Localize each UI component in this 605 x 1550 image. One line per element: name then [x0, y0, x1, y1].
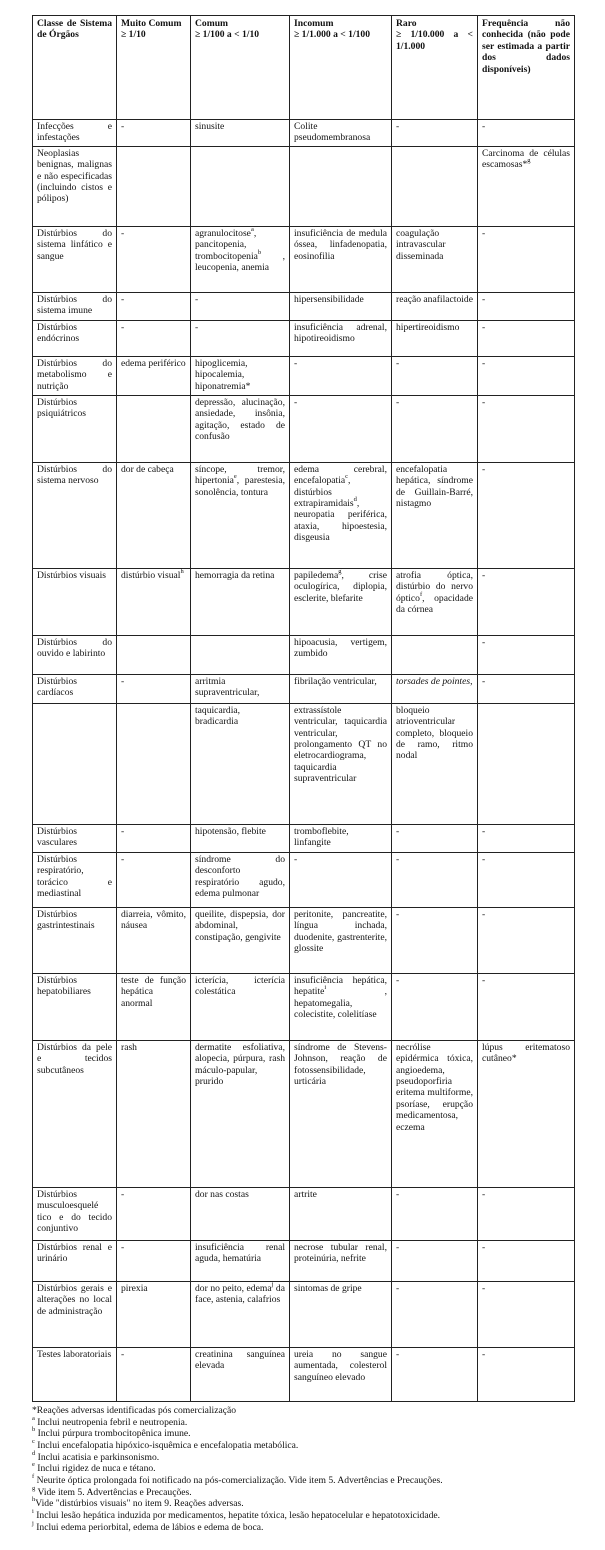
table-row: [33, 907, 575, 973]
table-cell: -: [392, 1347, 478, 1401]
table-cell: torsades de pointes,: [392, 674, 478, 703]
table-cell: Colite pseudomembranosa: [290, 120, 392, 147]
footnote: $^g$ Vide item 5. Advertências e Precauções.: [32, 1484, 192, 1498]
table-cell: -: [117, 824, 191, 852]
table-cell: hipersensibilidade: [290, 292, 392, 320]
table-cell: peritonite, pancreatite, língua inchada, duodenite, gastrenterite, glossite: [290, 907, 392, 973]
table-cell: insuficiência hepática, hepatite$^i$ , hepatomegalia, colecistite, colelitíase: [290, 973, 392, 1040]
table-cell: [392, 146, 478, 226]
table-cell: icterícia, icterícia colestática: [191, 973, 290, 1040]
document: [32, 15, 574, 1534]
table-cell: -: [392, 852, 478, 907]
table-row: [33, 1281, 575, 1347]
table-cell: -: [290, 356, 392, 395]
table-cell: -: [290, 395, 392, 462]
table-cell: lúpus eritematoso cutâneo*: [478, 1040, 575, 1187]
organ-class-cell: Neoplasias benignas, malignas e não especificadas (incluindo cistos e pólipos): [33, 146, 117, 226]
footnote: *Reações adversas identificadas pós comercialização: [32, 1404, 237, 1416]
table-cell: teste de função hepática anormal: [117, 973, 191, 1040]
header-common: Comum ≥ 1/100 a < 1/10: [191, 16, 290, 120]
table-cell: -: [478, 1347, 575, 1401]
table-cell: -: [290, 852, 392, 907]
table-row: [33, 462, 575, 568]
table-cell: síncope, tremor, hipertonia$^e$, parestesia, sonolência, tontura: [191, 462, 290, 568]
table-cell: extrassístole ventricular, taquicardia ventricular, prolongamento QT no eletrocardiograma, taquicardia supraventricular: [290, 703, 392, 824]
footnote: $^e$ Inclui rigidez de nuca e tétano.: [32, 1461, 156, 1475]
table-cell: -: [478, 320, 575, 356]
table-cell: sintomas de gripe: [290, 1281, 392, 1347]
table-cell: -: [117, 120, 191, 147]
table-cell: papiledema$^g$, crise oculogírica, diplopia, esclerite, blefarite: [290, 568, 392, 635]
table-cell: -: [478, 1187, 575, 1240]
table-cell: síndrome de Stevens-Johnson, reação de fotossensibilidade, urticária: [290, 1040, 392, 1187]
table-cell: -: [392, 907, 478, 973]
table-cell: necrólise epidérmica tóxica, angioedema, pseudoporfiria eritema multiforme, psoríase, erupção medicamentosa, eczema: [392, 1040, 478, 1187]
footnote: $^d$ Inclui acatisia e parkinsonismo.: [32, 1449, 160, 1463]
organ-class-cell: Distúrbios da pele e tecidos subcutâneos: [33, 1040, 117, 1187]
table-cell: [117, 703, 191, 824]
table-cell: -: [478, 356, 575, 395]
table-cell: -: [117, 226, 191, 292]
table-cell: encefalopatia hepática, síndrome de Guillain-Barré, nistagmo: [392, 462, 478, 568]
table-cell: -: [191, 320, 290, 356]
table-cell: -: [478, 824, 575, 852]
organ-class-cell: Distúrbios do ouvido e labirinto: [33, 635, 117, 674]
table-cell: hipotensão, flebite: [191, 824, 290, 852]
table-cell: [392, 635, 478, 674]
organ-class-cell: Distúrbios do sistema linfático e sangue: [33, 226, 117, 292]
table-cell: -: [117, 292, 191, 320]
table-cell: -: [478, 568, 575, 635]
table-cell: -: [478, 292, 575, 320]
organ-class-cell: Distúrbios endócrinos: [33, 320, 117, 356]
table-cell: queilite, dispepsia, dor abdominal, constipação, gengivite: [191, 907, 290, 973]
header-organ-class: Classe de Sistema de Órgãos: [33, 16, 117, 120]
table-cell: insuficiência adrenal, hipotireoidismo: [290, 320, 392, 356]
organ-class-cell: Distúrbios gastrintestinais: [33, 907, 117, 973]
footnote: $^i$ Inclui lesão hepática induzida por medicamentos, hepatite tóxica, lesão hepatocelular e hepatotoxicidade.: [32, 1508, 441, 1522]
table-row: [33, 292, 575, 320]
organ-class-cell: Distúrbios musculoesquelé tico e do tecido conjuntivo: [33, 1187, 117, 1240]
header-row: [33, 16, 575, 120]
organ-class-cell: Distúrbios cardíacos: [33, 674, 117, 703]
table-cell: -: [392, 1240, 478, 1281]
table-cell: -: [117, 852, 191, 907]
organ-class-cell: Distúrbios do sistema imune: [33, 292, 117, 320]
table-cell: -: [117, 1187, 191, 1240]
table-row: [33, 1347, 575, 1401]
table-cell: edema cerebral, encefalopatia$^c$, distúrbios extrapiramidais$^d$, neuropatia periférica, ataxia, hipoestesia, disgeusia: [290, 462, 392, 568]
table-row: [33, 395, 575, 462]
table-cell: hipoglicemia, hipocalemia, hiponatremia*: [191, 356, 290, 395]
organ-class-cell: Distúrbios vasculares: [33, 824, 117, 852]
table-cell: dor no peito, edema$^j$ da face, astenia, calafrios: [191, 1281, 290, 1347]
table-cell: atrofia óptica, distúrbio do nervo óptico$^f$, opacidade da córnea: [392, 568, 478, 635]
table-cell: diarreia, vômito, náusea: [117, 907, 191, 973]
table-cell: -: [117, 674, 191, 703]
organ-class-cell: Distúrbios gerais e alterações no local de administração: [33, 1281, 117, 1347]
footnote: $^b$ Inclui púrpura trombocitopênica imune.: [32, 1426, 191, 1440]
table-cell: sinusite: [191, 120, 290, 147]
table-cell: -: [392, 356, 478, 395]
organ-class-cell: Infecções e infestações: [33, 120, 117, 147]
table-row: [33, 226, 575, 292]
table-cell: -: [478, 674, 575, 703]
table-row: [33, 356, 575, 395]
table-row: [33, 1040, 575, 1187]
table-row: [33, 320, 575, 356]
table-cell: -: [191, 292, 290, 320]
table-cell: -: [392, 1187, 478, 1240]
table-cell: reação anafilactoide: [392, 292, 478, 320]
table-cell: -: [478, 226, 575, 292]
header-uncommon: Incomum ≥ 1/1.000 a < 1/100: [290, 16, 392, 120]
table-cell: necrose tubular renal, proteinúria, nefrite: [290, 1240, 392, 1281]
table-cell: coagulação intravascular disseminada: [392, 226, 478, 292]
table-cell: arritmia supraventricular,: [191, 674, 290, 703]
footnote: $^f$ Neurite óptica prolongada foi notificado na pós-comercialização. Vide item 5. Advertências e Precauções.: [32, 1473, 443, 1487]
header-rare: Raro ≥ 1/10.000 a < 1/1.000: [392, 16, 478, 120]
footnote: $^a$ Inclui neutropenia febril e neutropenia.: [32, 1414, 188, 1428]
table-row: [33, 1187, 575, 1240]
organ-class-cell: Distúrbios do metabolismo e nutrição: [33, 356, 117, 395]
table-cell: -: [117, 320, 191, 356]
table-cell: -: [478, 1240, 575, 1281]
table-row: [33, 120, 575, 147]
table-cell: -: [478, 1281, 575, 1347]
footnote: $^j$ Inclui edema periorbital, edema de lábios e edema de boca.: [32, 1519, 264, 1533]
table-row: [33, 973, 575, 1040]
table-cell: -: [478, 852, 575, 907]
table-cell: ureia no sangue aumentada, colesterol sanguíneo elevado: [290, 1347, 392, 1401]
table-cell: -: [478, 973, 575, 1040]
table-cell: [191, 146, 290, 226]
table-cell: pirexia: [117, 1281, 191, 1347]
table-cell: síndrome do desconforto respiratório agudo, edema pulmonar: [191, 852, 290, 907]
table-cell: fibrilação ventricular,: [290, 674, 392, 703]
table-cell: -: [478, 120, 575, 147]
table-cell: -: [117, 1347, 191, 1401]
table-cell: hipertireoidismo: [392, 320, 478, 356]
table-cell: insuficiência de medula óssea, linfadenopatia, eosinofilia: [290, 226, 392, 292]
table-row: [33, 146, 575, 226]
table-cell: rash: [117, 1040, 191, 1187]
table-cell: [290, 146, 392, 226]
table-cell: [117, 146, 191, 226]
table-row: [33, 635, 575, 674]
organ-class-cell: [33, 703, 117, 824]
organ-class-cell: Distúrbios respiratório, torácico e mediastinal: [33, 852, 117, 907]
table-cell: dor de cabeça: [117, 462, 191, 568]
table-row: [33, 674, 575, 703]
organ-class-cell: Distúrbios psiquiátricos: [33, 395, 117, 462]
table-row: [33, 824, 575, 852]
table-cell: depressão, alucinação, ansiedade, insônia, agitação, estado de confusão: [191, 395, 290, 462]
table-cell: -: [392, 1281, 478, 1347]
table-cell: dor nas costas: [191, 1187, 290, 1240]
table-row: [33, 852, 575, 907]
organ-class-cell: Distúrbios do sistema nervoso: [33, 462, 117, 568]
table-cell: [117, 395, 191, 462]
organ-class-cell: Distúrbios renal e urinário: [33, 1240, 117, 1281]
header-unknown-frequency: Frequência não conhecida (não pode ser estimada a partir dos dados disponíveis): [478, 16, 575, 120]
organ-class-cell: Distúrbios hepatobiliares: [33, 973, 117, 1040]
table-cell: taquicardia, bradicardia: [191, 703, 290, 824]
table-cell: creatinina sanguínea elevada: [191, 1347, 290, 1401]
table-cell: Carcinoma de células escamosas*$^g$: [478, 146, 575, 226]
table-cell: -: [478, 395, 575, 462]
header-very-common: Muito Comum ≥ 1/10: [117, 16, 191, 120]
table-cell: -: [117, 1240, 191, 1281]
table-cell: edema periférico: [117, 356, 191, 395]
footnotes: [32, 1405, 574, 1534]
table-cell: hipoacusia, vertigem, zumbido: [290, 635, 392, 674]
table-cell: artrite: [290, 1187, 392, 1240]
table-row: [33, 1240, 575, 1281]
table-cell: -: [392, 395, 478, 462]
table-cell: -: [392, 973, 478, 1040]
table-cell: hemorragia da retina: [191, 568, 290, 635]
table-cell: [478, 703, 575, 824]
table-cell: bloqueio atrioventricular completo, bloqueio de ramo, ritmo nodal: [392, 703, 478, 824]
table-cell: -: [478, 635, 575, 674]
table-cell: -: [392, 824, 478, 852]
table-cell: -: [478, 907, 575, 973]
table-cell: agranulocitose$^a$, pancitopenia, trombocitopenia$^b$ , leucopenia, anemia: [191, 226, 290, 292]
table-cell: tromboflebite, linfangite: [290, 824, 392, 852]
footnote: $^h$Vide "distúrbios visuais" no item 9. Reações adversas.: [32, 1496, 244, 1510]
table-cell: -: [478, 462, 575, 568]
table-cell: dermatite esfoliativa, alopecia, púrpura, rash máculo-papular, prurido: [191, 1040, 290, 1187]
table-row: [33, 568, 575, 635]
table-cell: distúrbio visual$^h$: [117, 568, 191, 635]
footnote: $^c$ Inclui encefalopatia hipóxico-isquêmica e encefalopatia metabólica.: [32, 1437, 299, 1451]
table-cell: [117, 635, 191, 674]
table-cell: insuficiência renal aguda, hematúria: [191, 1240, 290, 1281]
table-cell: [191, 635, 290, 674]
adverse-reactions-table: [32, 15, 575, 1402]
organ-class-cell: Testes laboratoriais: [33, 1347, 117, 1401]
organ-class-cell: Distúrbios visuais: [33, 568, 117, 635]
table-cell: -: [392, 120, 478, 147]
table-row: [33, 703, 575, 824]
